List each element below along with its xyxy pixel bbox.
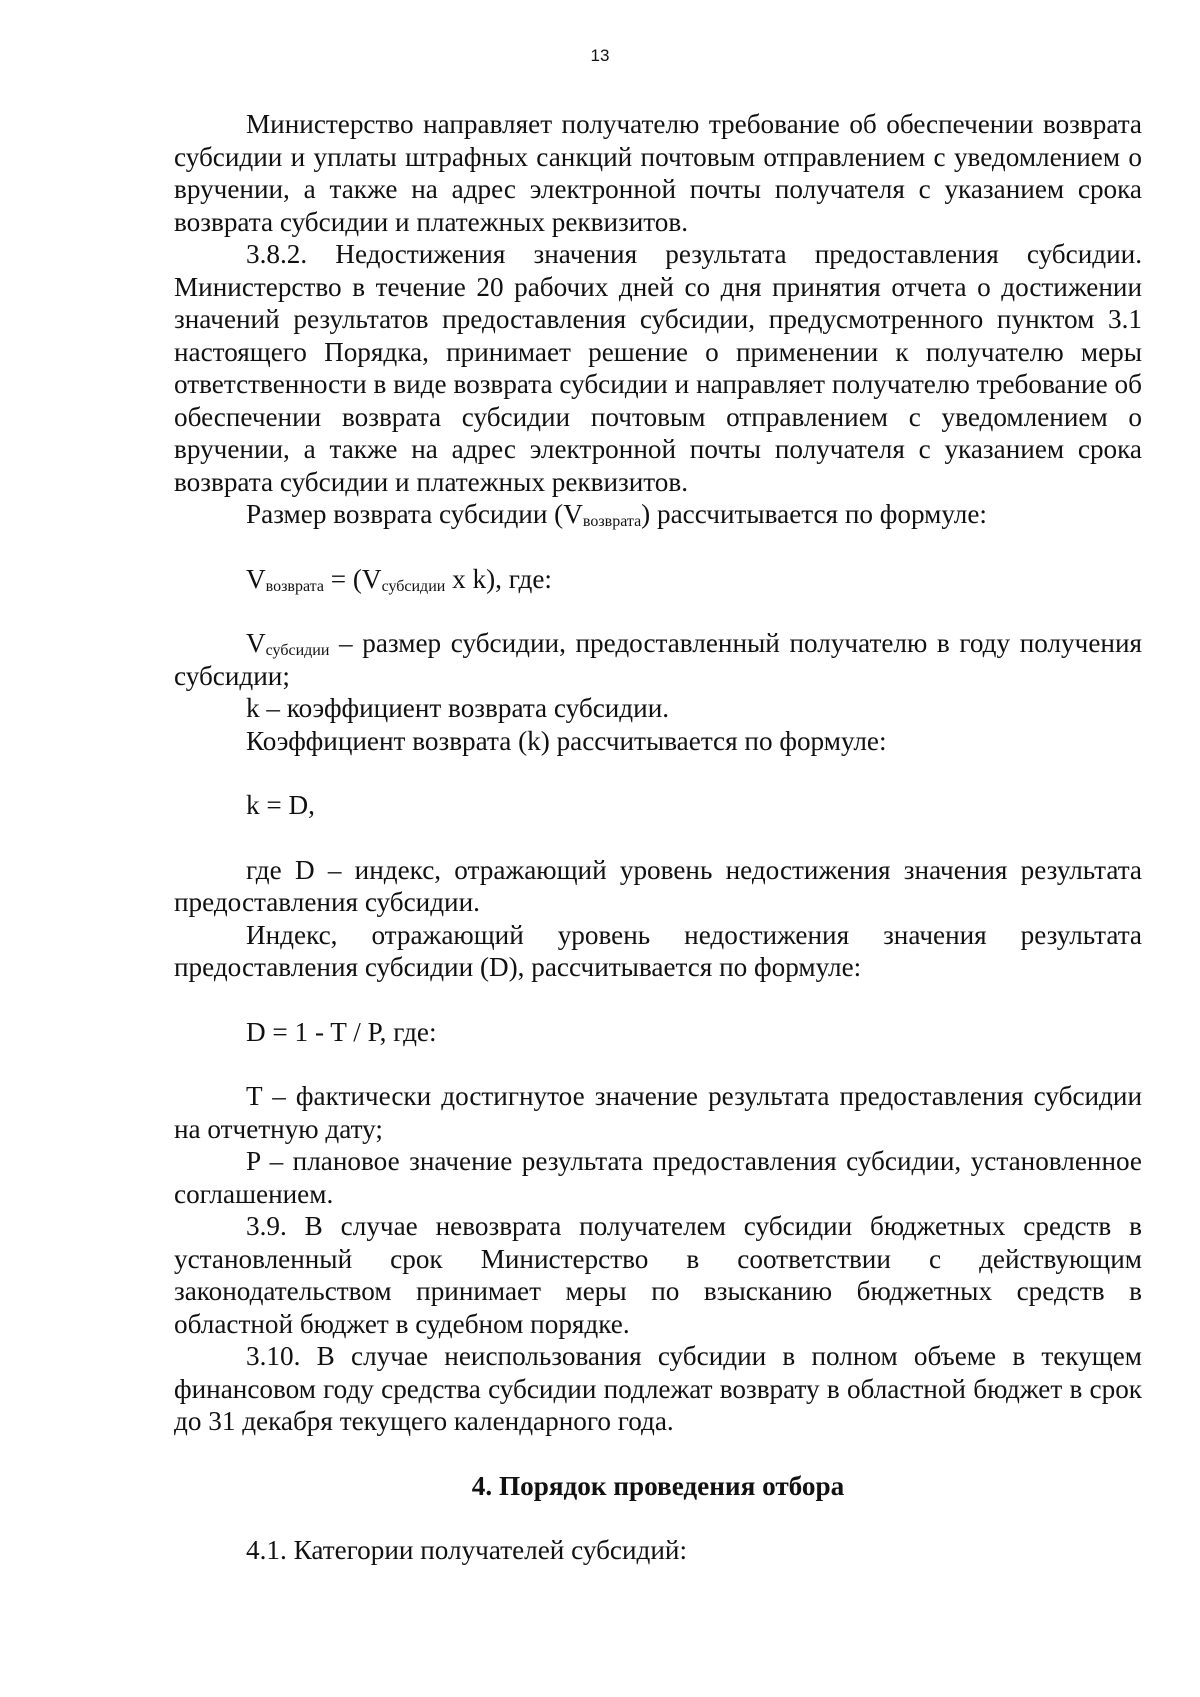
paragraph-p-definition: P – плановое значение результата предоставления субсидии, установленное соглашением. (174, 1146, 1142, 1209)
subscript: субсидии (381, 577, 446, 595)
paragraph-d-definition: где D – индекс, отражающий уровень недостижения значения результата предоставления субсидии. (174, 854, 1142, 917)
formula-var: V (246, 628, 266, 658)
paragraph-t-definition: T – фактически достигнутое значение результата предоставления субсидии на отчетную дату; (174, 1081, 1142, 1144)
paragraph-d-formula-intro: Индекс, отражающий уровень недостижения значения результата предоставления субсидии (D), рассчитывается по формуле: (174, 919, 1142, 982)
paragraph-k-formula-intro: Коэффициент возврата (k) рассчитывается по формуле: (246, 725, 887, 756)
formula-var: V (246, 563, 266, 594)
text-fragment: Размер возврата субсидии (V (246, 499, 583, 529)
subscript: возврата (265, 577, 324, 595)
paragraph-v-subsidy (174, 627, 1142, 692)
document-body (174, 108, 1142, 1567)
paragraph-3-9: 3.9. В случае невозврата получателем субсидии бюджетных средств в установленный срок Министерство в соответствии с действующим законодательством принимает меры по взысканию бюджетных средств в областной бюджет в судебном порядке. (174, 1211, 1142, 1339)
formula-k: k = D, (246, 790, 315, 820)
paragraph-3-10: 3.10. В случае неиспользования субсидии в полном объеме в текущем финансовом году средства субсидии подлежат возврату в областной бюджет в срок до 31 декабря текущего календарного года. (174, 1341, 1142, 1436)
paragraph-4-1: 4.1. Категории получателей субсидий: (246, 1535, 688, 1565)
formula-text: = (V (323, 563, 382, 594)
text-fragment: – размер субсидии, предоставленный получателю в году получения субсидии; (174, 628, 1142, 691)
section-heading: 4. Порядок проведения отбора (471, 1470, 845, 1501)
subscript: субсидии (265, 642, 330, 659)
subscript: возврата (582, 513, 642, 530)
text-fragment: ) рассчитывается по формуле: (641, 499, 987, 529)
page-number: 13 (590, 46, 610, 65)
formula-return (174, 563, 1142, 596)
formula-text: x k), где: (445, 563, 552, 594)
paragraph-requirement: Министерство направляет получателю требование об обеспечении возврата субсидии и уплаты штрафных санкций почтовым отправлением с уведомлением о вручении, а также на адрес электронной почты получателя с указанием срока возврата субсидии и платежных реквизитов. (174, 109, 1142, 237)
formula-d: D = 1 - T / P, где: (246, 1016, 437, 1047)
paragraph-return-size (174, 498, 1142, 531)
paragraph-3-8-2: 3.8.2. Недостижения значения результата предоставления субсидии. Министерство в течение 20 рабочих дней со дня принятия отчета о достижении значений результатов предоставления субсидии, предусмотренного пунктом 3.1 настоящего Порядка, принимает решение о применении к получателю меры ответственности в виде возврата субсидии и направляет получателю требование об обеспечении возврата субсидии почтовым отправлением с уведомлением о вручении, а также на адрес электронной почты получателя с указанием срока возврата субсидии и платежных реквизитов. (174, 239, 1142, 497)
paragraph-k-definition: k – коэффициент возврата субсидии. (246, 693, 670, 723)
